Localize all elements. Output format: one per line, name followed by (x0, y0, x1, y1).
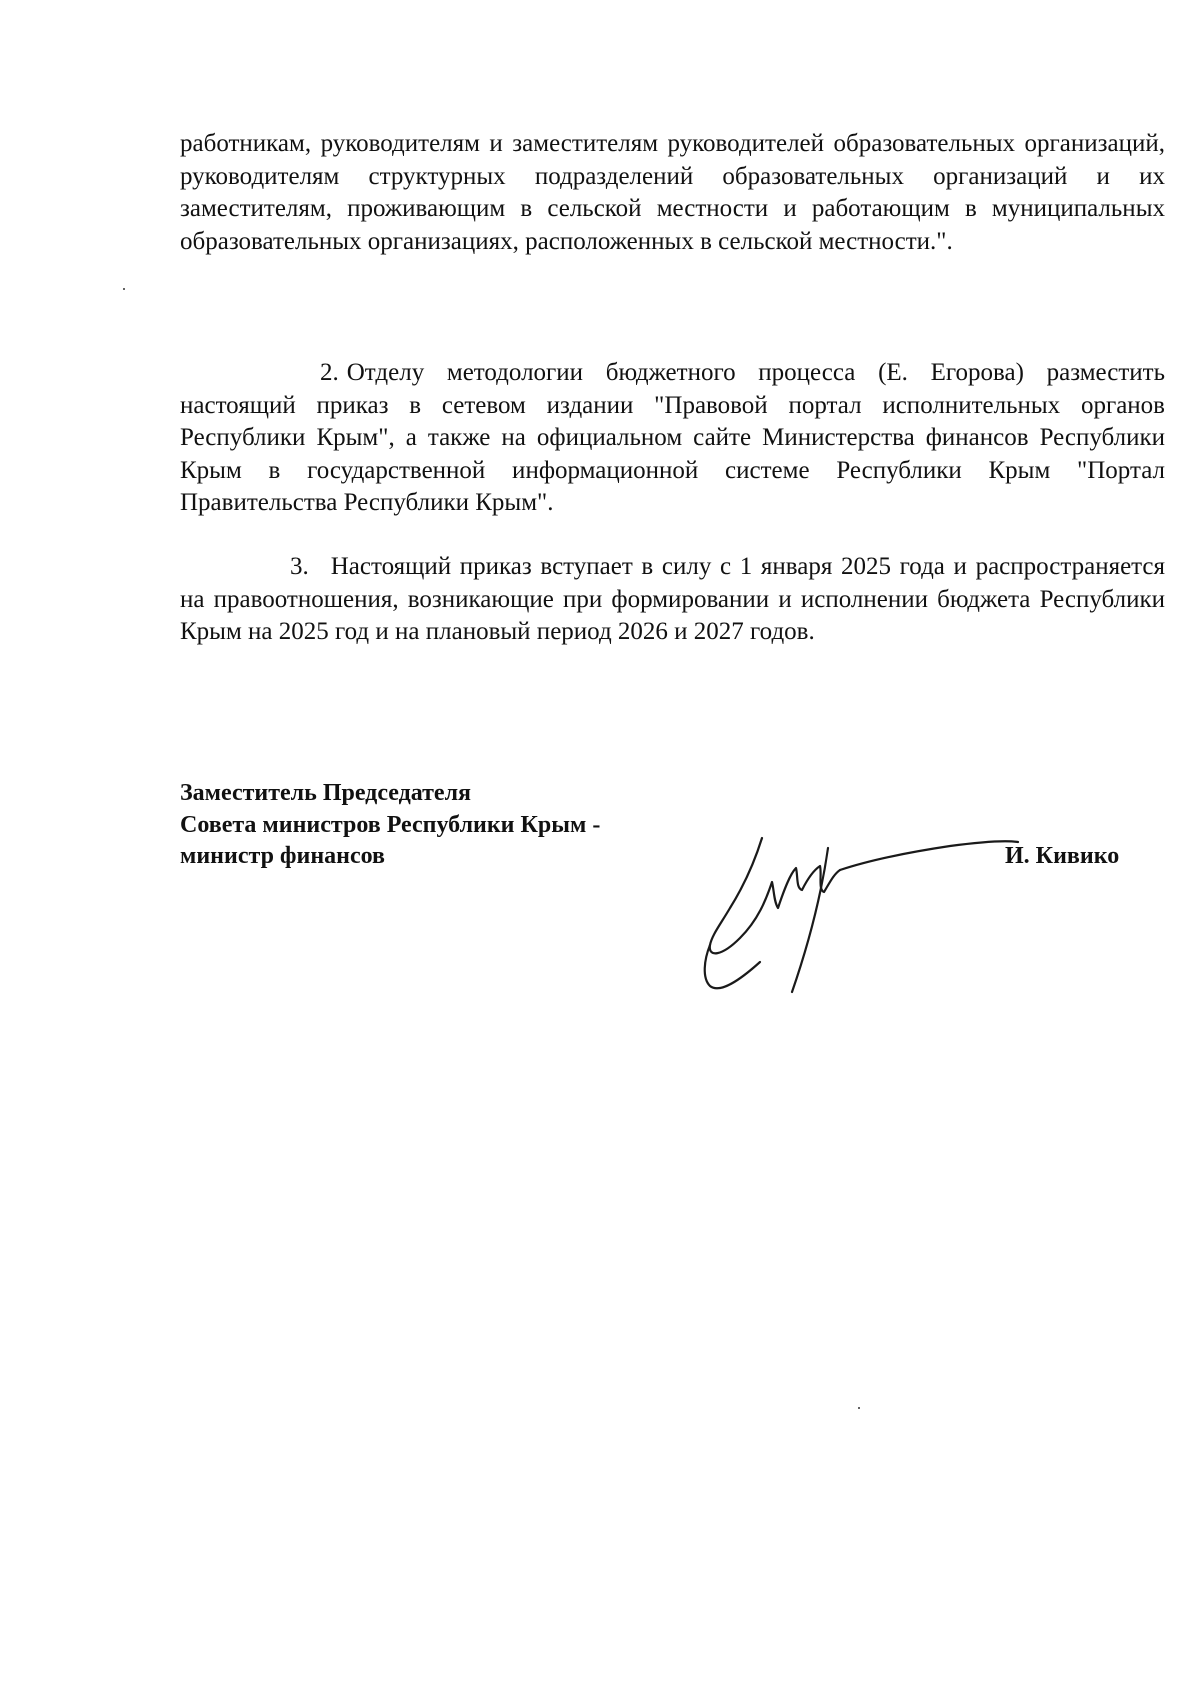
paragraph-2-number: 2. (320, 359, 339, 386)
paragraph-3 (180, 551, 1165, 649)
signer-title (180, 778, 600, 873)
signer-title-line-3: министр финансов (180, 843, 386, 869)
scan-speck (123, 288, 125, 290)
signature-icon (700, 830, 1020, 1000)
paragraph-3-number: 3. (290, 553, 309, 580)
signer-title-line-2: Совета министров Республики Крым - (180, 811, 601, 838)
signer-name: И. Кивико (1005, 843, 1120, 869)
signer-title-line-1: Заместитель Председателя (180, 780, 472, 806)
scan-speck (858, 1407, 860, 1409)
paragraph-1: работникам, руководителям и заместителям руководителей образовательных организаций, руководителям структурных подразделений образовательных организаций и их заместителям, проживающим в сельской местности и работающим в муниципальных образовательных организациях, расположенных в сельской местности.". (180, 130, 1165, 255)
paragraph-2 (180, 357, 1165, 520)
paragraph-2-text: Отделу методологии бюджетного процесса (Е. Егорова) разместить настоящий приказ в сетевом издании "Правовой портал исполнительных органов Республики Крым", а также на официальном сайте Министерства финансов Республики Крым в государственной информационной системе Республики Крым "Портал Правительства Республики Крым". (180, 359, 1165, 516)
paragraph-3-text: Настоящий приказ вступает в силу с 1 января 2025 года и распространяется на правоотношения, возникающие при формировании и исполнении бюджета Республики Крым на 2025 год и на плановый период 2026 и 2027 годов. (180, 553, 1165, 645)
